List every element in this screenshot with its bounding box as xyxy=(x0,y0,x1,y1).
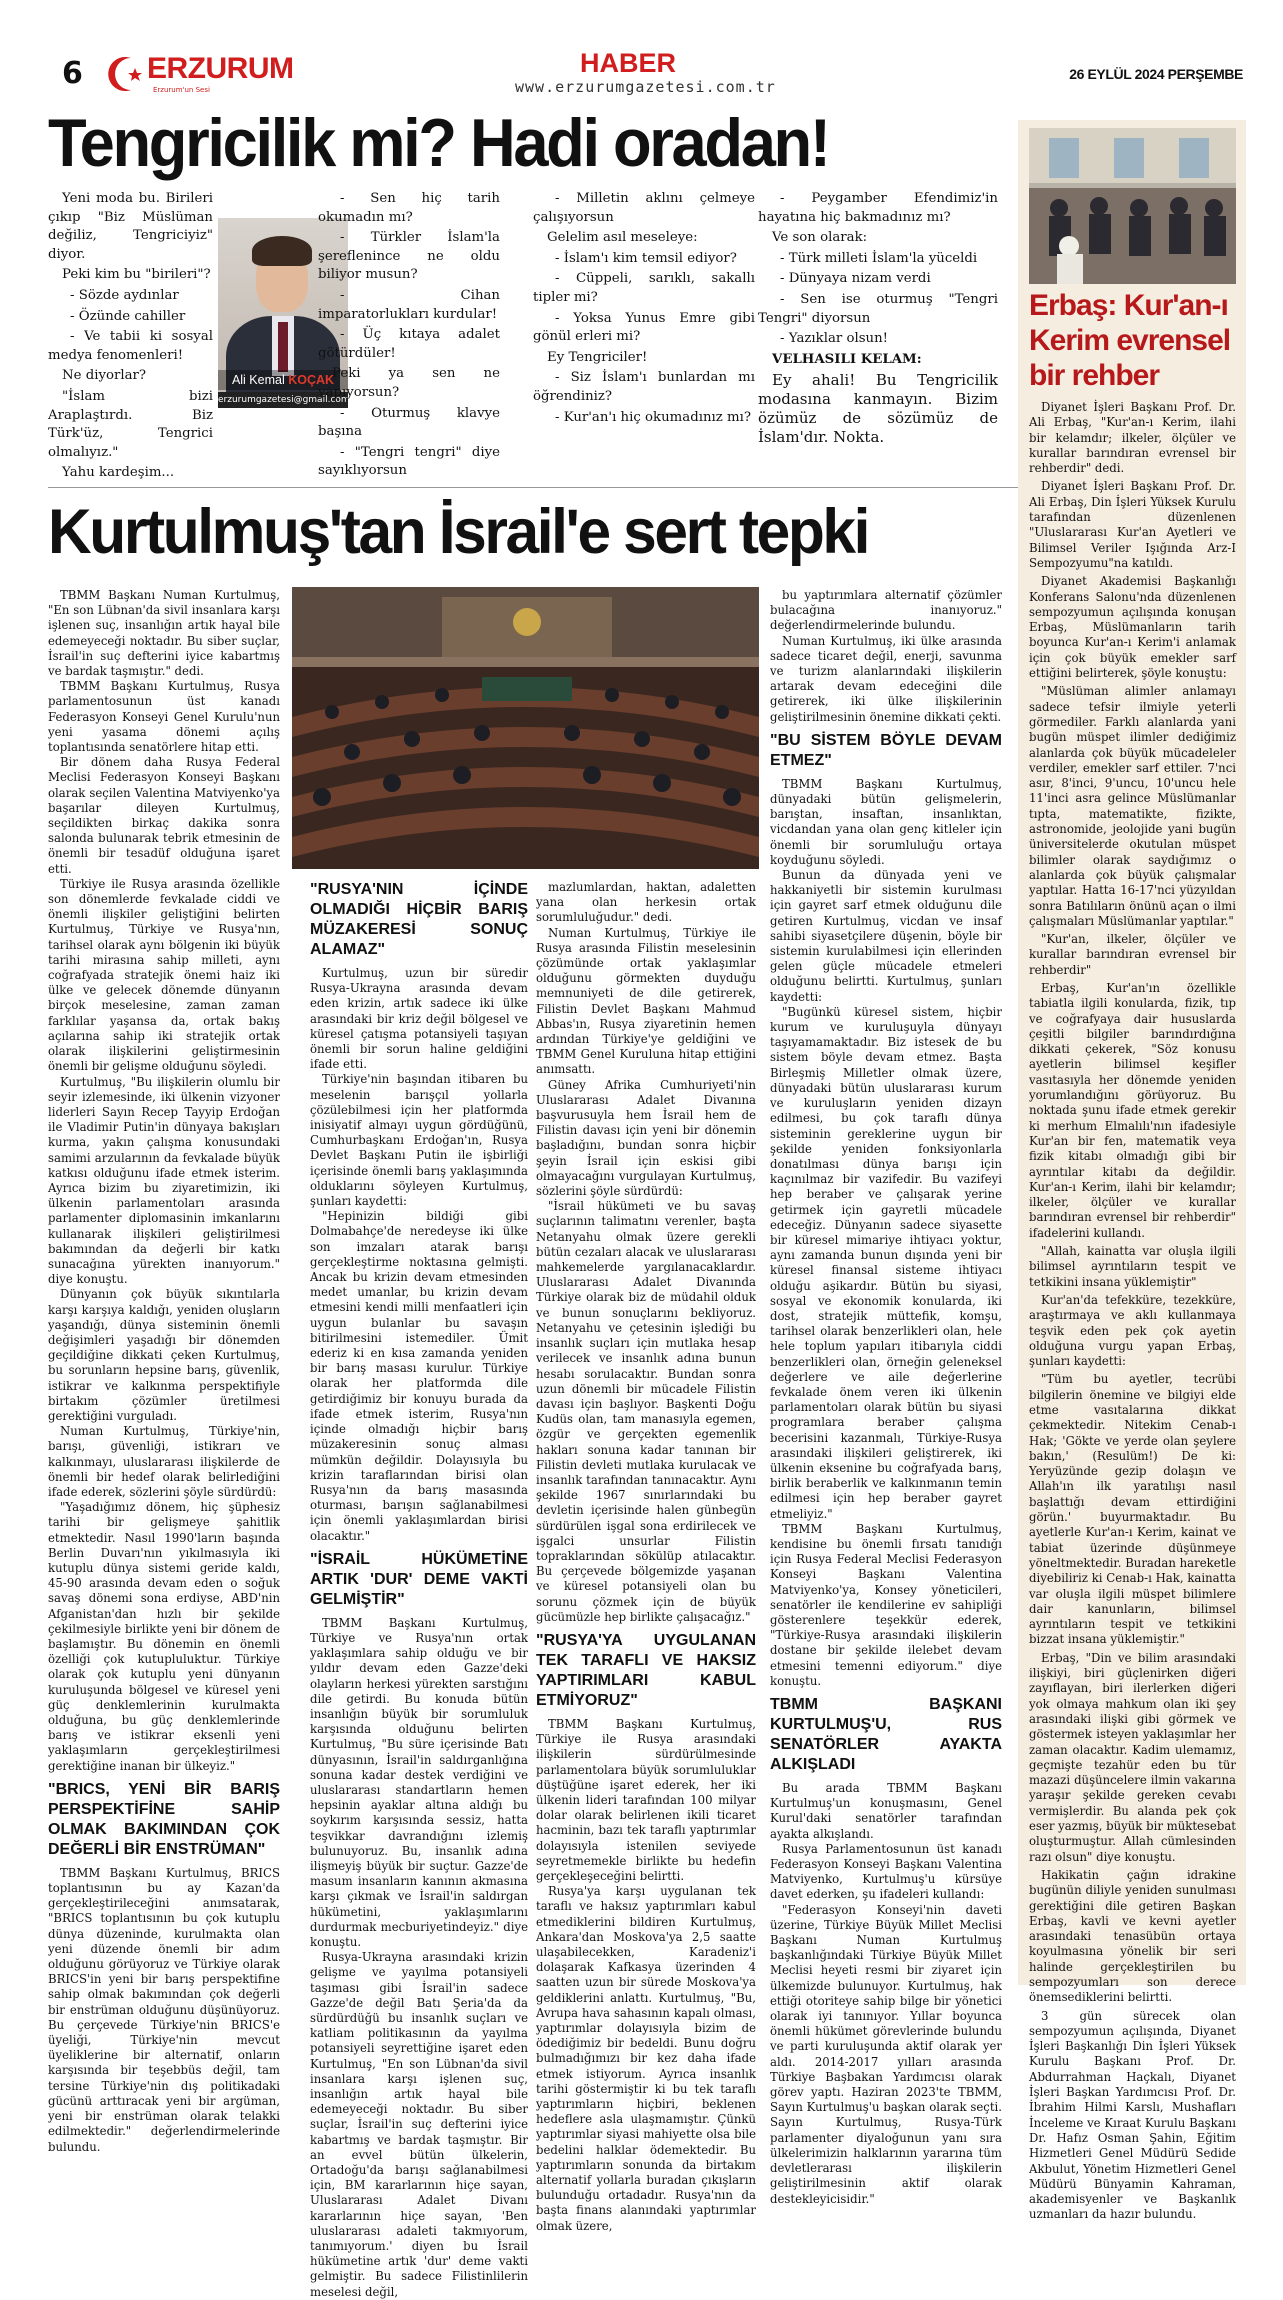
subheading-system: "BU SİSTEM BÖYLE DEVAM ETMEZ" xyxy=(770,731,1002,769)
subheading-brics: "BRICS, YENİ BİR BARIŞ PERSPEKTİFİNE SAHİP OLMAK BAKIMINDAN ÇOK DEĞERLİ BİR ENSTRÜMAN" xyxy=(48,1780,280,1858)
page-number: 6 xyxy=(62,56,83,91)
author-name: Ali Kemal KOÇAK xyxy=(218,370,348,390)
issue-date: 26 EYLÜL 2024 PERŞEMBE xyxy=(1069,66,1243,82)
article-col-3: mazlumlardan, haktan, adaletten yana olan herkesin ortak sorumluluğudur." dedi. Numan Kurtulmuş, Türkiye ile Rusya arasında Filistin meselesinin çözümünde ortak yaklaşımlar olduğunu görmekten duyduğu memnuniyeti de dile getirerek, Filistin Devlet Başkanı Mahmud Abbas'ın, Rusya ziyaretinin hemen ardından Türkiye'ye geldiğini ve TBMM Genel Kuruluna hitap ettiğini anımsattı. Güney Afrika Cumhuriyeti'nin Uluslararası Adalet Divanına başvurusuyla hem İsrail hem de Filistin davası için yeni bir dönemin başladığını, bundan sonra hiçbir şeyin İsrail için eskisi gibi olmayacağını vurgulayan Kurtulmuş, sözlerini şöyle sürdürdü: "İsrail hükümeti ve bu savaş suçlarının talimatını verenler, başta Netanyahu olmak üzere gerekli bütün cezaları alacak ve uluslararası mahkemelerde yargılanacaklardır. Uluslararası Adalet Divanında Türkiye olarak biz de müdahil olduk ve bunun sonuçlarını bekliyoruz. Netanyahu ve çetesinin işlediği bu insanlık suçları için mutlaka hesap verilecek ve insanlık adına bunun hesabı sorulacaktır. Bundan sonra uzun dönemli bir mücadele Filistin davası için başlıyor. Başkenti Doğu Kudüs olan, tam manasıyla egemen, özgür ve gerçekten egemenlik hakları sonuna kadar tanınan bir Filistin devleti mutlaka kurulacak ve insanlık tarafından tanınacaktır. Aynı şekilde 1967 sınırlarındaki bu devletin içerisinde halen günbegün sürdürülen işgal sona erdirilecek ve işgalci unsurlar Filistin topraklarından sökülüp atılacaktır. Bu çerçevede bölgemizde yaşanan ve küresel potansiyeli olan bu sorunu çözmek için de büyük gücümüzle hep birlikte çalışacağız." "RUSYA'YA UYGULANAN TEK TARAFLI VE HAKSIZ YAPTIRIMLARI KABUL ETMİYORUZ" TBMM Başkanı Kurtulmuş, Türkiye ile Rusya arasındaki ilişkilerin sürdürülmesinde parlamentolara büyük sorumluluklar düştüğüne işaret ederek, her iki ülkenin lideri tarafından 100 milyar dolar olarak belirlenen ikili ticaret hacminin, bazı tek taraflı yaptırımlar dolayısıyla istenilen seviyede seyretmemekle birlikte bu hedefin gerçekleşeceğini belirtti. Rusya'ya karşı uygulanan tek taraflı ve haksız yaptırımları kabul etmediklerini bildiren Kurtulmuş, Ankara'dan Moskova'ya 2,5 saatte ulaşabilecekken, Karadeniz'i dolaşarak Kafkasya üzerinden 4 saatten uzun bir sürede Moskova'ya geldiklerini anlattı. Kurtulmuş, "Bu, Avrupa hava sahasının kapalı olması, yaptırımlar dolayısıyla bizim de ödediğimiz bir bedeldi. Bunu doğru bulmadığımızı bir kez daha ifade etmek istiyorum. Ayrıca insanlık tarihi göstermiştir ki bu tek taraflı yaptırımların hiçbiri, beklenen hedeflere asla ulaşmamıştır. Çünkü yaptırımlar siyasi mahiyette olsa bile bedelini halklar ödemektedir. Bu yaptırımların sonunda da birtakım alternatif yollarla buradan çıkışların bulunduğu ortadadır. Rusya'nın da başta finans alanındaki yaptırımlar olmak üzere, xyxy=(536,880,756,2233)
brand-name: ERZURUM xyxy=(147,52,294,85)
article-col-4: bu yaptırımlara alternatif çözümler bulacağına inanıyoruz." değerlendirmelerinde bulundu. Numan Kurtulmuş, iki ülke arasında sadece ticaret değil, enerji, savunma ve turizm alanlarındaki ilişkilerin artarak devam edeceğini dile getirerek, iki ülke ilişkilerinin geliştirilmesinin önemine dikkati çekti. "BU SİSTEM BÖYLE DEVAM ETMEZ" TBMM Başkanı Kurtulmuş, dünyadaki bütün gelişmelerin, barıştan, insaftan, insanlıktan, vicdandan yana olan genç kitleler için önemli bir sorumluluğu ortaya koyduğunu söyledi. Bunun da dünyada yeni ve hakkaniyetli bir sistemin kurulması için gayret sarf etmek olduğunu dile getiren Kurtulmuş, vicdan ve insaf sahibi siyasetçilere düşenin, böyle bir sistemin kurulabilmesi için ellerinden gelen güçle mücadele etmeleri olduğunu belirtti. Kurtulmuş, şunları kaydetti: "Bugünkü küresel sistem, hiçbir kurum ve kuruluşuyla dünyayı taşıyamamaktadır. Biz istesek de bu sistem böyle devam etmez. Başta Birleşmiş Milletler olmak üzere, dünyadaki bütün uluslararası kurum ve kuruluşların yeniden dizayn edilmesi, bu çok taraflı dünya sisteminin gereklerine uygun bir şekilde yeniden fonksiyonlarla donatılması dünya barışı için kaçınılmaz bir vazifedir. Bu vazifeyi hep beraber ve çalışarak yerine getirmek için gayretli mücadele edeceğiz. Dünyanın sadece siyasette bir küresel mimariye ihtiyacı yoktur, aynı zamanda bunun dışında yeni bir küresel finansal sisteme ihtiyacı olduğu aşikardır. Bütün bu siyasi, sosyal ve ekonomik konularda, iki dost, stratejik müttefik, komşu, tarihsel olarak benzerlikleri olan, hele hele toplum yapıları itibarıyla ciddi benzerlikleri olan, örneğin geleneksel değerlere ve aile değerlerine fevkalade önem veren iki ülkenin parlamentoları olarak bütün bu siyasi programlara beraber çalışma becerisini kazanmalı, Türkiye-Rusya arasındaki ilişkileri geliştirerek, iki ülkenin eksenine bu coğrafyada barış, birlik beraberlik ve kalkınmanın temin edilmesi için hep beraber gayret etmeliyiz." TBMM Başkanı Kurtulmuş, kendisine bu önemli fırsatı tanıdığı için Rusya Federal Meclisi Federasyon Konseyi Başkanı Valentina Matviyenko'ya, Konsey yöneticileri, senatörler ile kendilerine ev sahipliği gösterenlere teşekkür ederek, "Türkiye-Rusya arasındaki ilişkilerin dostane bir şekilde ilelebet devam etmesini temenni ediyorum." diye konuştu. TBMM BAŞKANI KURTULMUŞ'U, RUS SENATÖRLER AYAKTA ALKIŞLADI Bu arada TBMM Başkanı Kurtulmuş'un konuşmasını, Genel Kurul'daki senatörler tarafından ayakta alkışlandı. Rusya Parlamentosunun üst kanadı Federasyon Konseyi Başkanı Valentina Matviyenko, Kurtulmuş'u kürsüye davet ederken, şu ifadeleri kullandı: "Federasyon Konseyi'nin daveti üzerine, Türkiye Büyük Millet Meclisi Başkanı Numan Kurtulmuş başkanlığındaki Türkiye Büyük Millet Meclisi heyeti resmi bir ziyaret için ülkemizde bulunuyor. Kurtulmuş, hak ettiği otoriteye sahip bilge bir yönetici olarak iyi tanınıyor. Yıllar boyunca önemli hükümet görevlerinde bulundu ve parti kuruluşunda aktif olarak yer aldı. 2014-2017 yılları arasında Türkiye Başbakan Yardımcısı olarak görev yaptı. Haziran 2023'te TBMM, Sayın Kurtulmuş'u başkan olarak seçti. Sayın Kurtulmuş, Rusya-Türk parlamenter diyaloğunun yanı sıra ülkelerimizin halklarının yararına tüm devletlerarası ilişkilerin geliştirilmesinin aktif olarak destekleyicisidir." xyxy=(770,588,1002,2206)
column-headline: Tengricilik mi? Hadi oradan! xyxy=(48,105,829,181)
main-headline: Kurtulmuş'tan İsrail'e sert tepki xyxy=(48,497,869,567)
subheading-applause: TBMM BAŞKANI KURTULMUŞ'U, RUS SENATÖRLER AYAKTA ALKIŞLADI xyxy=(770,1696,1002,1774)
column-text-1: Yeni moda bu. Birileri çıkıp "Biz Müslüman değiliz, Tengriciyiz" diyor. Peki kim bu "birileri"? - Sözde aydınlar - Özünde cahiller - Ve tabii ki sosyal medya fenomenleri! Ne diyorlar? "İslam bizi Araplaştırdı. Biz Türk'üz, Tengrici olmalıyız." Yahu kardeşim... xyxy=(48,191,213,481)
section-divider xyxy=(48,487,1018,488)
article-col-2: "RUSYA'NIN İÇİNDE OLMADIĞI HİÇBİR BARIŞ MÜZAKERESİ SONUÇ ALAMAZ" Kurtulmuş, uzun bir süredir Rusya-Ukrayna arasında devam eden krizin, artık sadece iki ülke arasındaki bir kriz değil bölgesel ve küresel çatışma potansiyeli taşıyan önemli bir sorun haline geldiğini ifade etti. Türkiye'nin başından itibaren bu meselenin barışçıl yollarla çözülebilmesi için her platformda inisiyatif almayı uygun gördüğünü, Cumhurbaşkanı Erdoğan'ın, Rusya Devlet Başkanı Putin ile işbirliği içerisinde önemli barış yaklaşımında olduklarını söyleyen Kurtulmuş, şunları kaydetti: "Hepinizin bildiği gibi Dolmabahçe'de neredeyse iki ülke son imzaları atarak barışı gerçekleştirme noktasına gelmişti. Ancak bu krizin devam etmesinden medet umanlar, bu krizin devam etmesini kendi milli menfaatleri için uygun bulanlar bu savaşın bitirilmesini istemediler. Ümit ederiz ki en kısa zamanda yeniden bir barış masası kurulur. Türkiye olarak her platformda dile getirdiğimiz bir konuyu burada da ifade etmek isterim, Rusya'nın içinde olmadığı hiçbir barış müzakeresinin sonuç alması mümkün değildir. Dolayısıyla bu krizin taraflarından birisi olan Rusya'nın da barış masasında oturması, barışın sağlanabilmesi için önemli yaklaşımlardan birisi olacaktır." "İSRAİL HÜKÜMETİNE ARTIK 'DUR' DEME VAKTİ GELMİŞTİR" TBMM Başkanı Kurtulmuş, Türkiye ve Rusya'nın ortak yaklaşımlara sahip olduğu ve bir yıldır devam eden Gazze'deki olayların herkesi yürekten sarstığını dile getirdi. Bu konuda bütün insanlığın büyük bir sorumluluk karşısında olduğunu belirten Kurtulmuş, "Bu süre içerisinde Batı dünyasının, İsrail'in saldırganlığına sonuna kadar destek verdiğini ve uluslararası standartların hemen hepsinin ayaklar altına aldığı bu soykırım karşısında sessiz, hatta teşvikkar davrandığını izlemiş bulunuyoruz. Bu, insanlık adına ilişmeyiş büyük bir suçtur. Gazze'de masum insanların kanının akmasına karşı çıkmak ve İsrail'in saldırgan hükümetini, yaklaşımlarını durdurmak mecburiyetindeyiz." diye konuştu. Rusya-Ukrayna arasındaki krizin gelişme ve yayılma potansiyeli taşıması gibi İsrail'in sadece Gazze'de değil Batı Şeria'da da sürdürdüğü bu insanlık suçları ve katliam politikasının da yayılma potansiyeli seyrettiğine işaret eden Kurtulmuş, "En son Lübnan'da sivil insanlara karşı işlenen suç, insanlığın artık hayal bile edemeyeceği noktadır. Bu siber suçlar, İsrail'in suç defterini iyice kabartmış ve bardak taşmıştır. Bir an evvel bütün ülkelerin, Ortadoğu'da barışı sağlanabilmesi için, BM kararlarının hiçe sayan, Uluslararası Adalet Divanı kararlarının hiçe sayan, 'Ben uluslararası adaleti takmıyorum, tanımıyorum.' diyen bu İsrail hükümetine artık 'dur' deme vakti gelmiştir. Bu sadece Filistinlilerin meselesi değil, xyxy=(310,881,528,2299)
parliament-photo xyxy=(292,587,759,869)
column-text-2: - Sen hiç tarih okumadın mı? - Türkler İslam'la şereflenince ne oldu biliyor musun? - Cihan imparatorlukları kurdular! - Üç kıtaya adalet götürdüler! Peki ya sen ne yapıyorsun? - Oturmuş klavye başına - "Tengri tengri" diye sayıklıyorsun xyxy=(318,191,500,479)
section-label: HABER xyxy=(580,48,677,78)
sidebar-headline: Erbaş: Kur'an-ı Kerim evrensel bir rehber xyxy=(1029,289,1231,392)
subheading-sanctions: "RUSYA'YA UYGULANAN TEK TARAFLI VE HAKSIZ YAPTIRIMLARI KABUL ETMİYORUZ" xyxy=(536,1631,756,1709)
article-col-1: TBMM Başkanı Numan Kurtulmuş, "En son Lübnan'da sivil insanlara karşı işlenen suç, insanlığın artık hayal bile edemeyeceği noktadır. Bu siber suçlar, İsrail'in suç defterini iyice kabartmış ve bardak taşmıştır." dedi. TBMM Başkanı Kurtulmuş, Rusya parlamentosunun üst kanadı Federasyon Konseyi Genel Kurulu'nun yeni yasama dönemi açılış toplantısında senatörlere hitap etti. Bir dönem daha Rusya Federal Meclisi Federasyon Konseyi Başkanı olarak seçilen Valentina Matviyenko'ya başarılar dileyen Kurtulmuş, seçildikten birkaç dakika sonra salonda bulunarak tebrik etmesinin de önemli bir tesadüf olduğuna işaret etti. Türkiye ile Rusya arasında özellikle son dönemlerde fevkalade ciddi ve önemli ilişkiler geliştiğini belirten Kurtulmuş, Türkiye ve Rusya'nın, tarihsel olarak aynı bölgenin iki büyük tarihi mirasına sahip milleti, aynı coğrafyada stratejik önemi haiz iki ülke ve gelecek dönemde dünyanın birçok meselesine, zaman zaman farklılar yaşansa da, ortak bakış açılarına sahip iki stratejik ortak olarak ilişkilerini geliştirmesinin önemli bir gelişme olduğunu söyledi. Kurtulmuş, "Bu ilişkilerin olumlu bir seyir izlemesinde, iki ülkenin vizyoner liderleri Sayın Recep Tayyip Erdoğan ile Vladimir Putin'in dünyaya bakışları kurma, yakın çalışma konusundaki samimi arzularının da fevkalade büyük katkısı olduğunu ifade etmek isterim. Ayrıca bizim bu ziyaretimizin, iki ülkenin parlamentoları arasında parlamenter diplomasinin imkanlarını kullanarak ilişkileri geliştirilmesi bakımından da değerli bir katkı sunacağına yürekten inanıyorum." diye konuştu. Dünyanın çok büyük sıkıntılarla karşı karşıya kaldığı, yeniden oluşların yaşandığı, dünya sisteminin önemli değişimleri yaşadığı bir dönemden geçildiğine dikkati çeken Kurtulmuş, bu sorunların hepsine barış, güvenlik, istikrar ve kalkınma perspektifiyle birtakım çözümler üretilmesi gerektiğini vurguladı. Numan Kurtulmuş, Türkiye'nin, barışı, güvenliği, istikrarı ve kalkınmayı, uluslararası ilişkilerde de önemli bir hedef olarak belirlediğini ifade ederek, sözlerini şöyle sürdürdü: "Yaşadığımız dönem, hiç şüphesiz tarihi bir gelişmeye şahitlik etmektedir. Nasıl 1990'ların başında Berlin Duvarı'nın yıkılmasıyla iki kutuplu dünya sistemi geride kaldı, 45-90 arasında devam eden o soğuk savaş dönemi sona erdiyse, ABD'nin Afganistan'dan hızlı bir şekilde çekilmesiyle birlikte yeni bir dönem de başlamıştır. Bu dönemin en önemli özelliği çok kutupluluktur. Türkiye olarak çok kutuplu yeni dünyanın kuruluşunda bölgesel ve küresel yeni güç denklemlerinin kurulmakta olduğuna, bu güç denklemlerinde barış ve istikrar eksenli yeni yaklaşımların gerçekleştirilmesi gerektiğine inanan bir ülkeyiz." "BRICS, YENİ BİR BARIŞ PERSPEKTİFİNE SAHİP OLMAK BAKIMINDAN ÇOK DEĞERLİ BİR ENSTRÜMAN" TBMM Başkanı Kurtulmuş, BRICS toplantısının bu ay Kazan'da gerçekleştirileceğini anımsatarak, "BRICS toplantısının bu çok kutuplu dünya düzeninde, kurulmakta olan yeni düzende önemli bir adım olduğunu görüyoruz ve Türkiye olarak BRICS'in yeni bir barış perspektifine sahip olmak bakımından çok değerli bir enstrüman olduğunu düşünüyoruz. Bu çerçevede Türkiye'nin BRICS'e üyeliği, Türkiye'nin mevcut üyeliklerine bir alternatif, onların karşısında bir teşebbüs değil, tam tersine Türkiye'nin dış politikadaki gücünü arttıracak yeni bir argüman, yeni bir enstrüman olarak telakki edilmektedir." değerlendirmelerinde bulundu. xyxy=(48,588,280,2154)
sidebar-photo xyxy=(1029,128,1236,284)
subheading-russia-peace: "RUSYA'NIN İÇİNDE OLMADIĞI HİÇBİR BARIŞ MÜZAKERESİ SONUÇ ALAMAZ" xyxy=(310,881,528,958)
subheading-israel: "İSRAİL HÜKÜMETİNE ARTIK 'DUR' DEME VAKTİ GELMİŞTİR" xyxy=(310,1550,528,1608)
column-text-3: - Milletin aklını çelmeye çalışıyorsun Gelelim asıl meseleye: - İslam'ı kim temsil ediyor? - Cüppeli, sarıklı, sakallı tipler mi? - Yoksa Yunus Emre gibi gönül erleri mi? Ey Tengriciler! - Siz İslam'ı bunlardan mı öğrendiniz? - Kur'an'ı hiç okumadınız mı? xyxy=(533,191,755,425)
website-link[interactable]: www.erzurumgazetesi.com.tr xyxy=(515,78,776,96)
masthead-logo[interactable] xyxy=(103,52,294,96)
crescent-logo-icon xyxy=(103,54,147,94)
column-text-4: - Peygamber Efendimiz'in hayatına hiç bakmadınız mı? Ve son olarak: - Türk milleti İslam'la yüceldi - Dünyaya nizam verdi - Sen ise oturmuş "Tengri Tengri" diyorsun - Yazıklar olsun! VELHASILI KELAM: Ey ahali! Bu Tengricilik modasına kanmayın. Bizim özümüz de sözümüz de İslam'dır. Nokta. xyxy=(758,191,998,447)
author-email[interactable]: erzurumgazetesi@gmail.com xyxy=(218,392,348,408)
brand-tagline: Erzurum'un Sesi xyxy=(153,86,210,94)
sidebar-text: Diyanet İşleri Başkanı Prof. Dr. Ali Erbaş, "Kur'an-ı Kerim, ilahi bir kelamdır; ilkeler, ölçüler ve kurallar barındıran evrensel bir rehberdir" dedi. Diyanet İşleri Başkanı Prof. Dr. Ali Erbaş, Din İşleri Yüksek Kurulu tarafından düzenlenen "Uluslararası Kur'an Ayetleri ve Bilimsel Veriler Işığında Arz-I Sempozyumu"na katıldı. Diyanet Akademisi Başkanlığı Konferans Salonu'nda düzenlenen sempozyumun açılışında konuşan Erbaş, Müslümanların tarih boyunca Kur'an-ı Kerim'i anlamak için çok büyük emekler sarf ettiğini belirterek, şöyle konuştu: "Müslüman alimler anlamayı sadece tefsir ilmiyle yeterli görmediler. Farklı alanlarda yani bugün müspet ilimler dediğimiz alanlarda çok büyük mücadeleler verdiler, emekler sarf ettiler. 7'nci asır, 8'inci, 9'uncu, 10'uncu hele 11'inci asra gelince Müslümanlar tıpta, matematikte, fizikte, astronomide, jeolojide yani bugün üniversitelerde okutulan müspet bilimler olarak saydığımız o alanlarda çok büyük çalışmalar yaptılar. Hatta 16-17'nci yüzyıldan sonra Batılıların önünü açan o ilmi çalışmaları Müslümanlar yaptılar." "Kur'an, ilkeler, ölçüler ve kurallar barındıran evrensel bir rehberdir" Erbaş, Kur'an'ın özellikle tabiatla ilgili konularda, fizik, tıp ve coğrafyaya dair hususlarda çeşitli bilgiler barındırdığına dikkati çekerek, "Söz konusu ayetlerin bilimsel keşifler vasıtasıyla her dönemde yeniden yorumlandığını görüyoruz. Bu noktada şunu ifade etmek gerekir ki merhum Elmalılı'nın ifadesiyle Kur'an bir fen, matematik veya fizik kitabı olmadığı gibi bir ayrıntılar kitabı da değildir. Kur'an-ı Kerim, ilahi bir kelamdır; ilkeler, ölçüler ve kurallar barındıran evrensel bir rehberdir" ifadelerini kullandı. "Allah, kainatta var oluşla ilgili bilimsel ayrıntıların tespit ve tetkikini insana yüklemiştir" Kur'an'da tefekküre, tezekküre, araştırmaya ve aklı kullanmaya teşvik eden pek çok ayetin olduğuna vurgu yapan Erbaş, şunları kaydetti: "Tüm bu ayetler, tecrübi bilgilerin önemine ve bilgiyi elde etme vasıtalarına dikkat çekmektedir. Nitekim Cenab-ı Hak; 'Gökte ve yerde olan şeylere bakın,' (Resulüm!) De ki: Yeryüzünde gezip dolaşın ve Allah'ın ilk yaratılışı nasıl başlattığı devam ettirdiğini görün.' buyurmaktadır. Bu ayetlerle Kur'an-ı Kerim, kainat ve tabiat üzerinde düşünmeye yöneltmektedir. Buradan hareketle diyebiliriz ki Cenab-ı Hak, kainatta var oluşla ilgili müspet bilimlere dair kanunların, bilimsel ayrıntıların tespit ve tetkikini bizzat insana yüklemiştir." Erbaş, "Din ve bilim arasındaki ilişkiyi, biri güçlenirken diğeri zayıflayan, biri ilerlerken diğeri yok olmaya mahkum olan iki şey arasındaki ilişki gibi görmek ve göstermek isteyen yaklaşımlar her zaman olacaktır. Kadim ulemamız, geçmişte tezahür eden bu tür mazazi düşüncelere ilmin vakarına yaraşır şekilde gereken cevabı vermişlerdir. Bu alanda pek çok eser yazmış, büyük bir müktesebat oluşturmuştur. Allah cümlesinden razı olsun" diye konuştu. Hakikatin çağın idrakine bugünün diliyle yeniden sunulması gerektiğini dile getiren Başkan Erbaş, kavli ve kevni ayetler arasındaki tenasübün ortaya koyulmasına yönelik bir seri halinde gerçekleştirilen bu sempozyumları son derece önemsediklerini belirtti. 3 gün sürecek olan sempozyumun açılışında, Diyanet İşleri Başkanlığı Din İşleri Yüksek Kurulu Başkanı Prof. Dr. Abdurrahman Haçkalı, Diyanet İşleri Başkan Yardımcısı Prof. Dr. İbrahim Hilmi Karslı, Mushafları İnceleme ve Kıraat Kurulu Başkanı Dr. Hafız Osman Şahin, Eğitim Hizmetleri Genel Müdürü Sedide Akbulut, Yönetim Hizmetleri Genel Müdürü Bünyamin Kahraman, akademisyenler ve Başkanlık uzmanları da hazır bulundu. xyxy=(1029,400,1236,2222)
